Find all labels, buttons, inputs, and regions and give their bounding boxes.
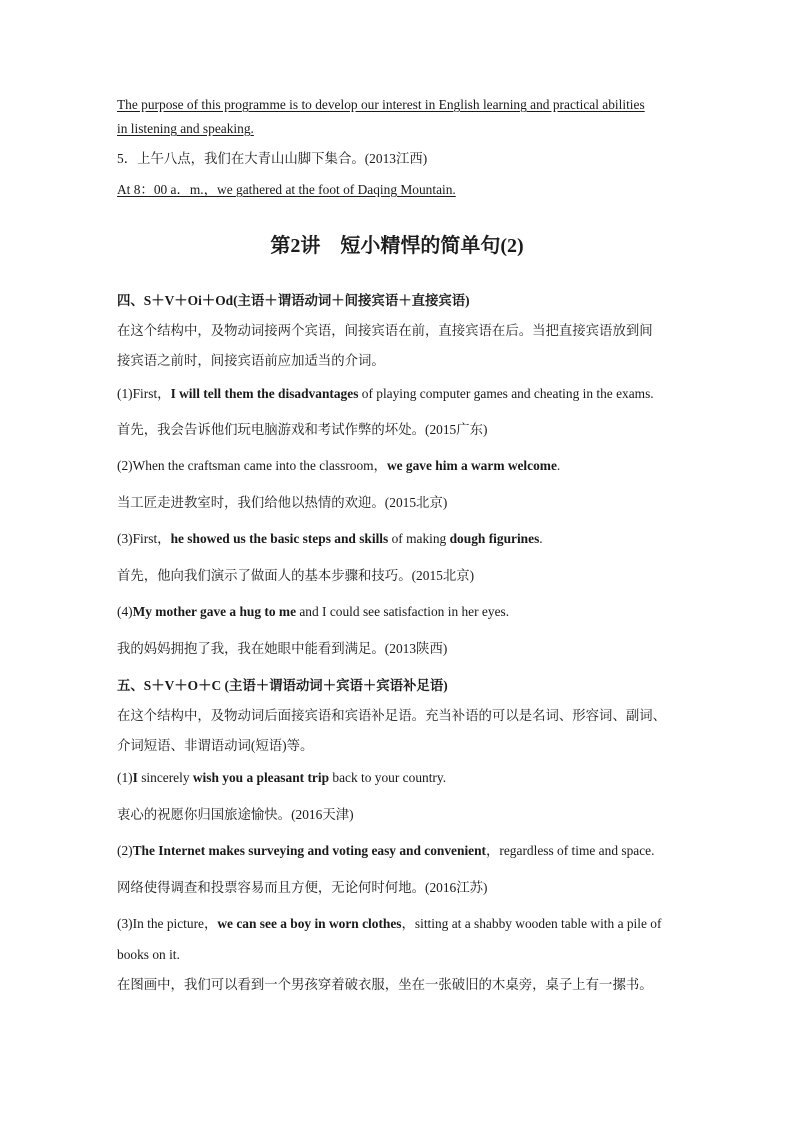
section-5-example-2-translation: 网络使得调查和投票容易而且方便，无论何时何地。(2016江苏) <box>117 880 488 895</box>
section-4-description-line-1: 在这个结构中，及物动词接两个宾语，间接宾语在前，直接宾语在后。当把直接宾语放到间 <box>117 323 653 338</box>
section-4-example-4: (4)My mother gave a hug to me and I could see satisfaction in her eyes. <box>117 604 510 619</box>
section-4-example-3-translation: 首先，他向我们演示了做面人的基本步骤和技巧。(2015北京) <box>117 568 475 583</box>
example-5-chinese: 5．上午八点，我们在大青山山脚下集合。(2013江西) <box>117 151 428 166</box>
section-4-example-1-translation: 首先，我会告诉他们玩电脑游戏和考试作弊的坏处。(2015广东) <box>117 422 488 437</box>
section-5-example-3: (3)In the picture，we can see a boy in worn clothes，sitting at a shabby wooden table with a pile of <box>117 916 662 931</box>
lesson-title: 第2讲 短小精悍的简单句(2) <box>270 235 524 257</box>
section-4-example-3: (3)First，he showed us the basic steps and skills of making dough figurines. <box>117 531 543 546</box>
section-4-example-1: (1)First，I will tell them the disadvantages of playing computer games and cheating in the exams. <box>117 386 654 401</box>
section-5-description-line-1: 在这个结构中，及物动词后面接宾语和宾语补足语。充当补语的可以是名词、形容词、副词、 <box>117 708 667 723</box>
section-4-example-2: (2)When the craftsman came into the classroom，we gave him a warm welcome. <box>117 458 561 473</box>
section-5-example-1: (1)I sincerely wish you a pleasant trip back to your country. <box>117 770 447 785</box>
section-4-heading: 四、S＋V＋Oi＋Od(主语＋谓语动词＋间接宾语＋直接宾语) <box>117 293 470 308</box>
section-5-example-3-continuation: books on it. <box>117 947 180 962</box>
section-5-description-line-2: 介词短语、非谓语动词(短语)等。 <box>117 738 314 753</box>
section-5-heading: 五、S＋V＋O＋C (主语＋谓语动词＋宾语＋宾语补足语) <box>117 678 448 693</box>
section-5-example-3-translation: 在图画中，我们可以看到一个男孩穿着破衣服，坐在一张破旧的木桌旁，桌子上有一摞书。 <box>117 977 653 992</box>
section-5-example-2: (2)The Internet makes surveying and voting easy and convenient，regardless of time and space. <box>117 843 655 858</box>
section-5-example-1-translation: 衷心的祝愿你归国旅途愉快。(2016天津) <box>117 807 354 822</box>
example-5-english: At 8：00 a．m.，we gathered at the foot of Daqing Mountain. <box>117 182 456 197</box>
section-4-example-2-translation: 当工匠走进教室时，我们给他以热情的欢迎。(2015北京) <box>117 495 448 510</box>
intro-sentence-line-1: The purpose of this programme is to develop our interest in English learning and practical abilities <box>117 97 645 112</box>
section-4-example-4-translation: 我的妈妈拥抱了我，我在她眼中能看到满足。(2013陕西) <box>117 641 448 656</box>
section-4-description-line-2: 接宾语之前时，间接宾语前应加适当的介词。 <box>117 353 385 368</box>
intro-sentence-line-2: in listening and speaking. <box>117 121 254 136</box>
